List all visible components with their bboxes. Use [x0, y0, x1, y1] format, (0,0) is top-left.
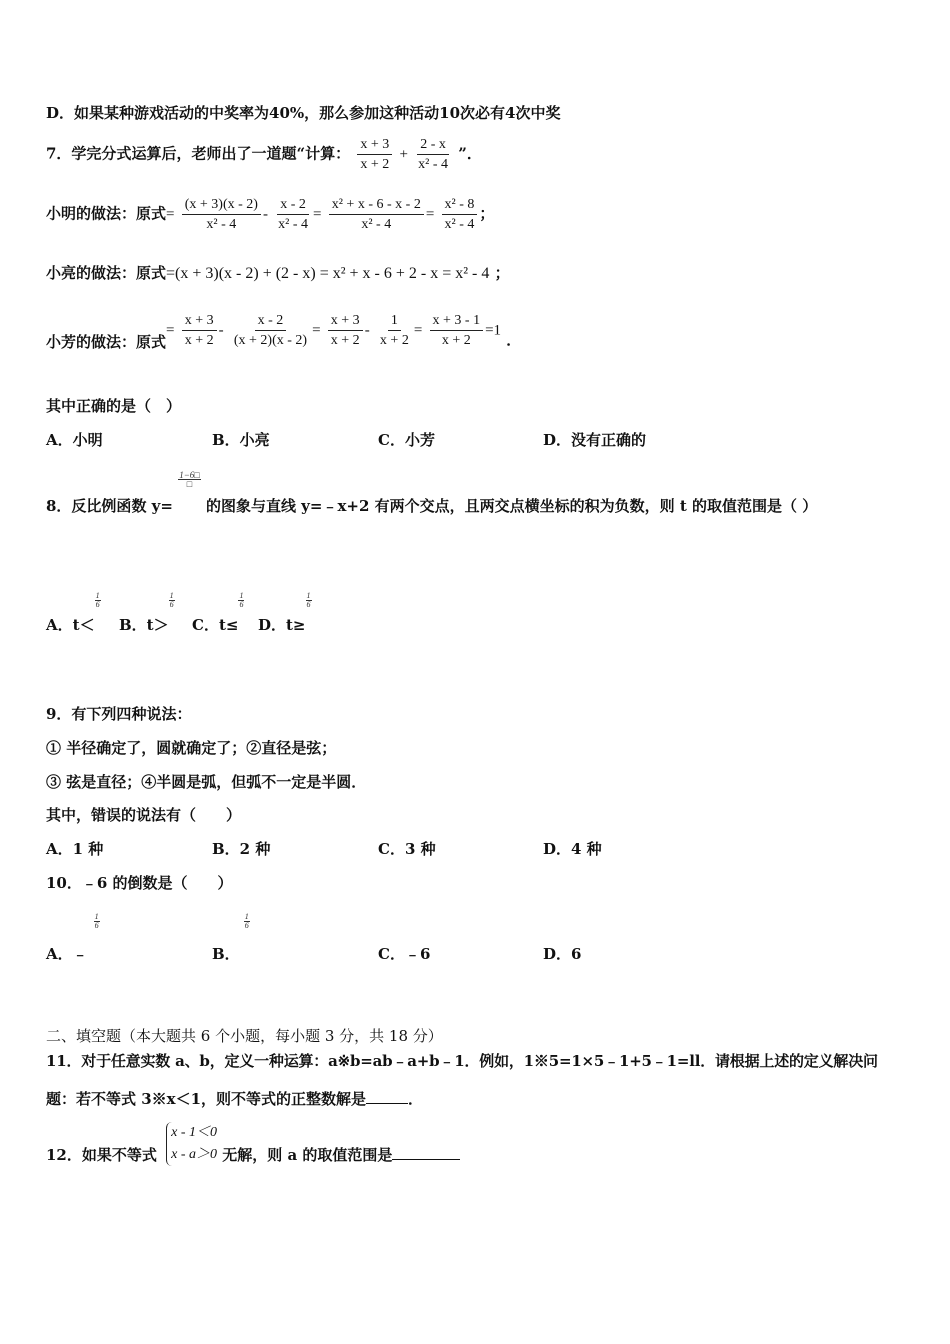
q10-option-a-den: 6 [94, 921, 99, 930]
q8-option-a-frac [95, 592, 101, 609]
q8-option-b[interactable] [119, 591, 175, 635]
ming-b-num: x - 2 [277, 196, 309, 215]
section-2-heading: 二、填空题（本大题共 6 个小题，每小题 3 分，共 18 分） [46, 1027, 443, 1045]
fang-frac-e [430, 312, 484, 349]
q11-line-2-text: 题：若不等式 3※x＜1，则不等式的正整数解是 [46, 1090, 367, 1108]
q8-option-d-den: 6 [306, 600, 311, 609]
q10-option-b-frac [244, 913, 250, 930]
q12-text-b: 无解，则 a 的取值范围是 [222, 1146, 393, 1164]
fang-b-num: x - 2 [255, 312, 287, 331]
q7-intro-text: 7．学完分式运算后，老师出了一道题“计算： [46, 144, 351, 163]
ming-c-den: x² - 4 [361, 217, 392, 232]
q8-option-b-label: B．t＞ [119, 616, 169, 634]
q8-frac-num: 1−6□ [179, 470, 200, 480]
q10-option-b-label: B． [212, 945, 240, 963]
ming-a-num: (x + 3)(x - 2) [182, 196, 261, 215]
q8-question [46, 470, 818, 516]
q12-question [46, 1122, 460, 1166]
q7-f1-den: x + 2 [360, 157, 390, 172]
q10-option-a[interactable] [46, 912, 99, 964]
q8-option-c-frac [238, 592, 244, 609]
q7-liang-expr: =(x + 3)(x - 2) + (2 - x) = x² + x - 6 + 2 - x = x² - 4 [166, 265, 490, 282]
q9-which: 其中，错误的说法有（ ） [46, 806, 242, 824]
q10-option-d[interactable]: D．6 [543, 945, 582, 963]
q12-answer-blank[interactable] [392, 1159, 460, 1160]
q11-end: ． [408, 1090, 424, 1108]
q7-which: 其中正确的是（ ） [46, 397, 182, 415]
q8-option-a-den: 6 [95, 600, 100, 609]
q10-option-b[interactable] [212, 912, 249, 964]
q9-option-d[interactable]: D．4 种 [543, 840, 602, 858]
fang-frac-c [328, 312, 363, 349]
q8-option-c[interactable] [192, 591, 244, 635]
q9-option-b[interactable]: B．2 种 [212, 840, 271, 858]
q12-ineq-1: x - 1＜0 [171, 1125, 217, 1140]
q10-title: 10．﹣6 的倒数是（ ） [46, 874, 233, 892]
q8-option-a-num: 1 [95, 591, 100, 600]
ming-d-den: x² - 4 [444, 217, 475, 232]
q8-text-b: 的图象与直线 y=﹣x+2 有两个交点，且两交点横坐标的积为负数，则 t 的取值范围是（ ） [205, 497, 818, 515]
q10-option-a-frac [94, 913, 100, 930]
q7-ming-method: 小明的做法：原式= $\frac{(x + 3)(x - 2)}{\text{x² - 4}}$ - $\frac{x - 2}{\text{x² - 4}}$ = $\frac{\text{x² + x - 6 - x - 2}}{\text{x² - 4}}$ = $\frac{\text{x² - 8}}{\text{x² - 4}}$ ； [46, 197, 495, 232]
q8-option-d-num: 1 [306, 591, 311, 600]
q7-close: ”． [458, 144, 482, 163]
q8-option-c-num: 1 [239, 591, 244, 600]
fang-d-den: x + 2 [379, 333, 409, 348]
q6-option-d: D．如果某种游戏活动的中奖率为40%，那么参加这种活动10次必有4次中奖 [46, 104, 561, 122]
q8-fraction [178, 471, 201, 488]
q8-option-c-den: 6 [239, 600, 244, 609]
q8-option-b-num: 1 [169, 591, 174, 600]
fang-c-num: x + 3 [328, 312, 363, 331]
ming-frac-a [182, 196, 261, 233]
q7-intro [46, 136, 482, 173]
q12-ineq-2: x - a＞0 [171, 1147, 217, 1162]
fang-b-den: (x + 2)(x - 2) [233, 333, 308, 348]
q11-line-1: 11．对于任意实数 a、b，定义一种运算：a※b=ab﹣a+b﹣1．例如，1※5=1×5﹣1+5﹣1=ll．请根据上述的定义解决问 [46, 1052, 878, 1070]
fang-d-num: 1 [388, 312, 401, 331]
q7-plus: + [399, 146, 408, 163]
q7-option-c[interactable]: C．小芳 [378, 431, 435, 449]
q7-ming-label: 小明的做法：原式 [46, 204, 167, 223]
q7-option-a[interactable]: A．小明 [46, 431, 103, 449]
q8-frac-den: □ [186, 479, 193, 489]
ming-frac-c [329, 196, 424, 233]
q9-statement-2: ③ 弦是直径；④半圆是弧，但弧不一定是半圆． [46, 773, 367, 791]
q7-fang-method: 小芳的做法：原式= $\frac{x + 3}{x + 2}$ - $\frac{x - 2}{(x + 2)(x - 2)}$ = $\frac{x + 3}{x + 2}$ - $\frac{1}{x + 2}$ = $\frac{x + 3 - 1}{x + 2}$ =1 ． [46, 313, 522, 351]
q8-option-d-label: D．t≥ [258, 616, 306, 634]
q8-text-a: 8．反比例函数 y= [46, 497, 173, 515]
q7-fang-label: 小芳的做法：原式 [46, 332, 167, 351]
fang-frac-d [377, 312, 412, 349]
q10-option-b-num: 1 [244, 912, 249, 921]
q10-option-a-num: 1 [94, 912, 99, 921]
q8-option-b-den: 6 [169, 600, 174, 609]
ming-frac-d [442, 196, 478, 233]
q11-line-2 [46, 1088, 423, 1109]
q10-option-b-den: 6 [244, 921, 249, 930]
q8-option-c-label: C．t≤ [192, 616, 239, 634]
q7-fraction-1 [357, 136, 392, 173]
q7-liang-label: 小亮的做法：原式 [46, 264, 167, 282]
fang-frac-a [182, 312, 217, 349]
q10-option-c[interactable]: C．﹣6 [378, 945, 431, 963]
q9-option-a[interactable]: A．1 种 [46, 840, 104, 858]
fang-e-den: x + 2 [441, 333, 471, 348]
fang-c-den: x + 2 [330, 333, 360, 348]
ming-a-den: x² - 4 [206, 217, 237, 232]
fang-a-den: x + 2 [184, 333, 214, 348]
q8-option-b-frac [169, 592, 175, 609]
fang-e-num: x + 3 - 1 [430, 312, 484, 331]
q9-title: 9．有下列四种说法： [46, 705, 192, 723]
q7-liang-method [46, 262, 510, 283]
q7-fraction-2 [415, 136, 451, 173]
fang-frac-b [231, 312, 310, 349]
q8-option-a-label: A．t＜ [46, 616, 95, 634]
q8-option-d-frac [306, 592, 312, 609]
ming-frac-b [275, 196, 311, 233]
q12-inequality-system [166, 1122, 217, 1166]
q9-statement-1: ① 半径确定了，圆就确定了；②直径是弦； [46, 739, 337, 757]
q7-f2-num: 2 - x [417, 136, 449, 155]
fang-end: ． [506, 330, 522, 349]
q8-option-d[interactable] [258, 591, 312, 635]
ming-end: ； [479, 204, 495, 223]
q8-option-a[interactable] [46, 591, 101, 635]
q7-option-b[interactable]: B．小亮 [212, 431, 270, 449]
ming-b-den: x² - 4 [278, 217, 309, 232]
q9-option-c[interactable]: C．3 种 [378, 840, 436, 858]
fang-result: =1 [485, 322, 502, 339]
q7-option-d[interactable]: D．没有正确的 [543, 431, 647, 449]
ming-d-num: x² - 8 [442, 196, 478, 215]
q11-answer-blank[interactable] [366, 1103, 408, 1104]
q10-option-a-label: A．﹣ [46, 945, 88, 963]
q12-text-a: 12．如果不等式 [46, 1146, 157, 1164]
q7-f1-num: x + 3 [357, 136, 392, 155]
q7-f2-den: x² - 4 [418, 157, 449, 172]
fang-a-num: x + 3 [182, 312, 217, 331]
q7-liang-end: ； [494, 264, 510, 282]
ming-c-num: x² + x - 6 - x - 2 [329, 196, 424, 215]
